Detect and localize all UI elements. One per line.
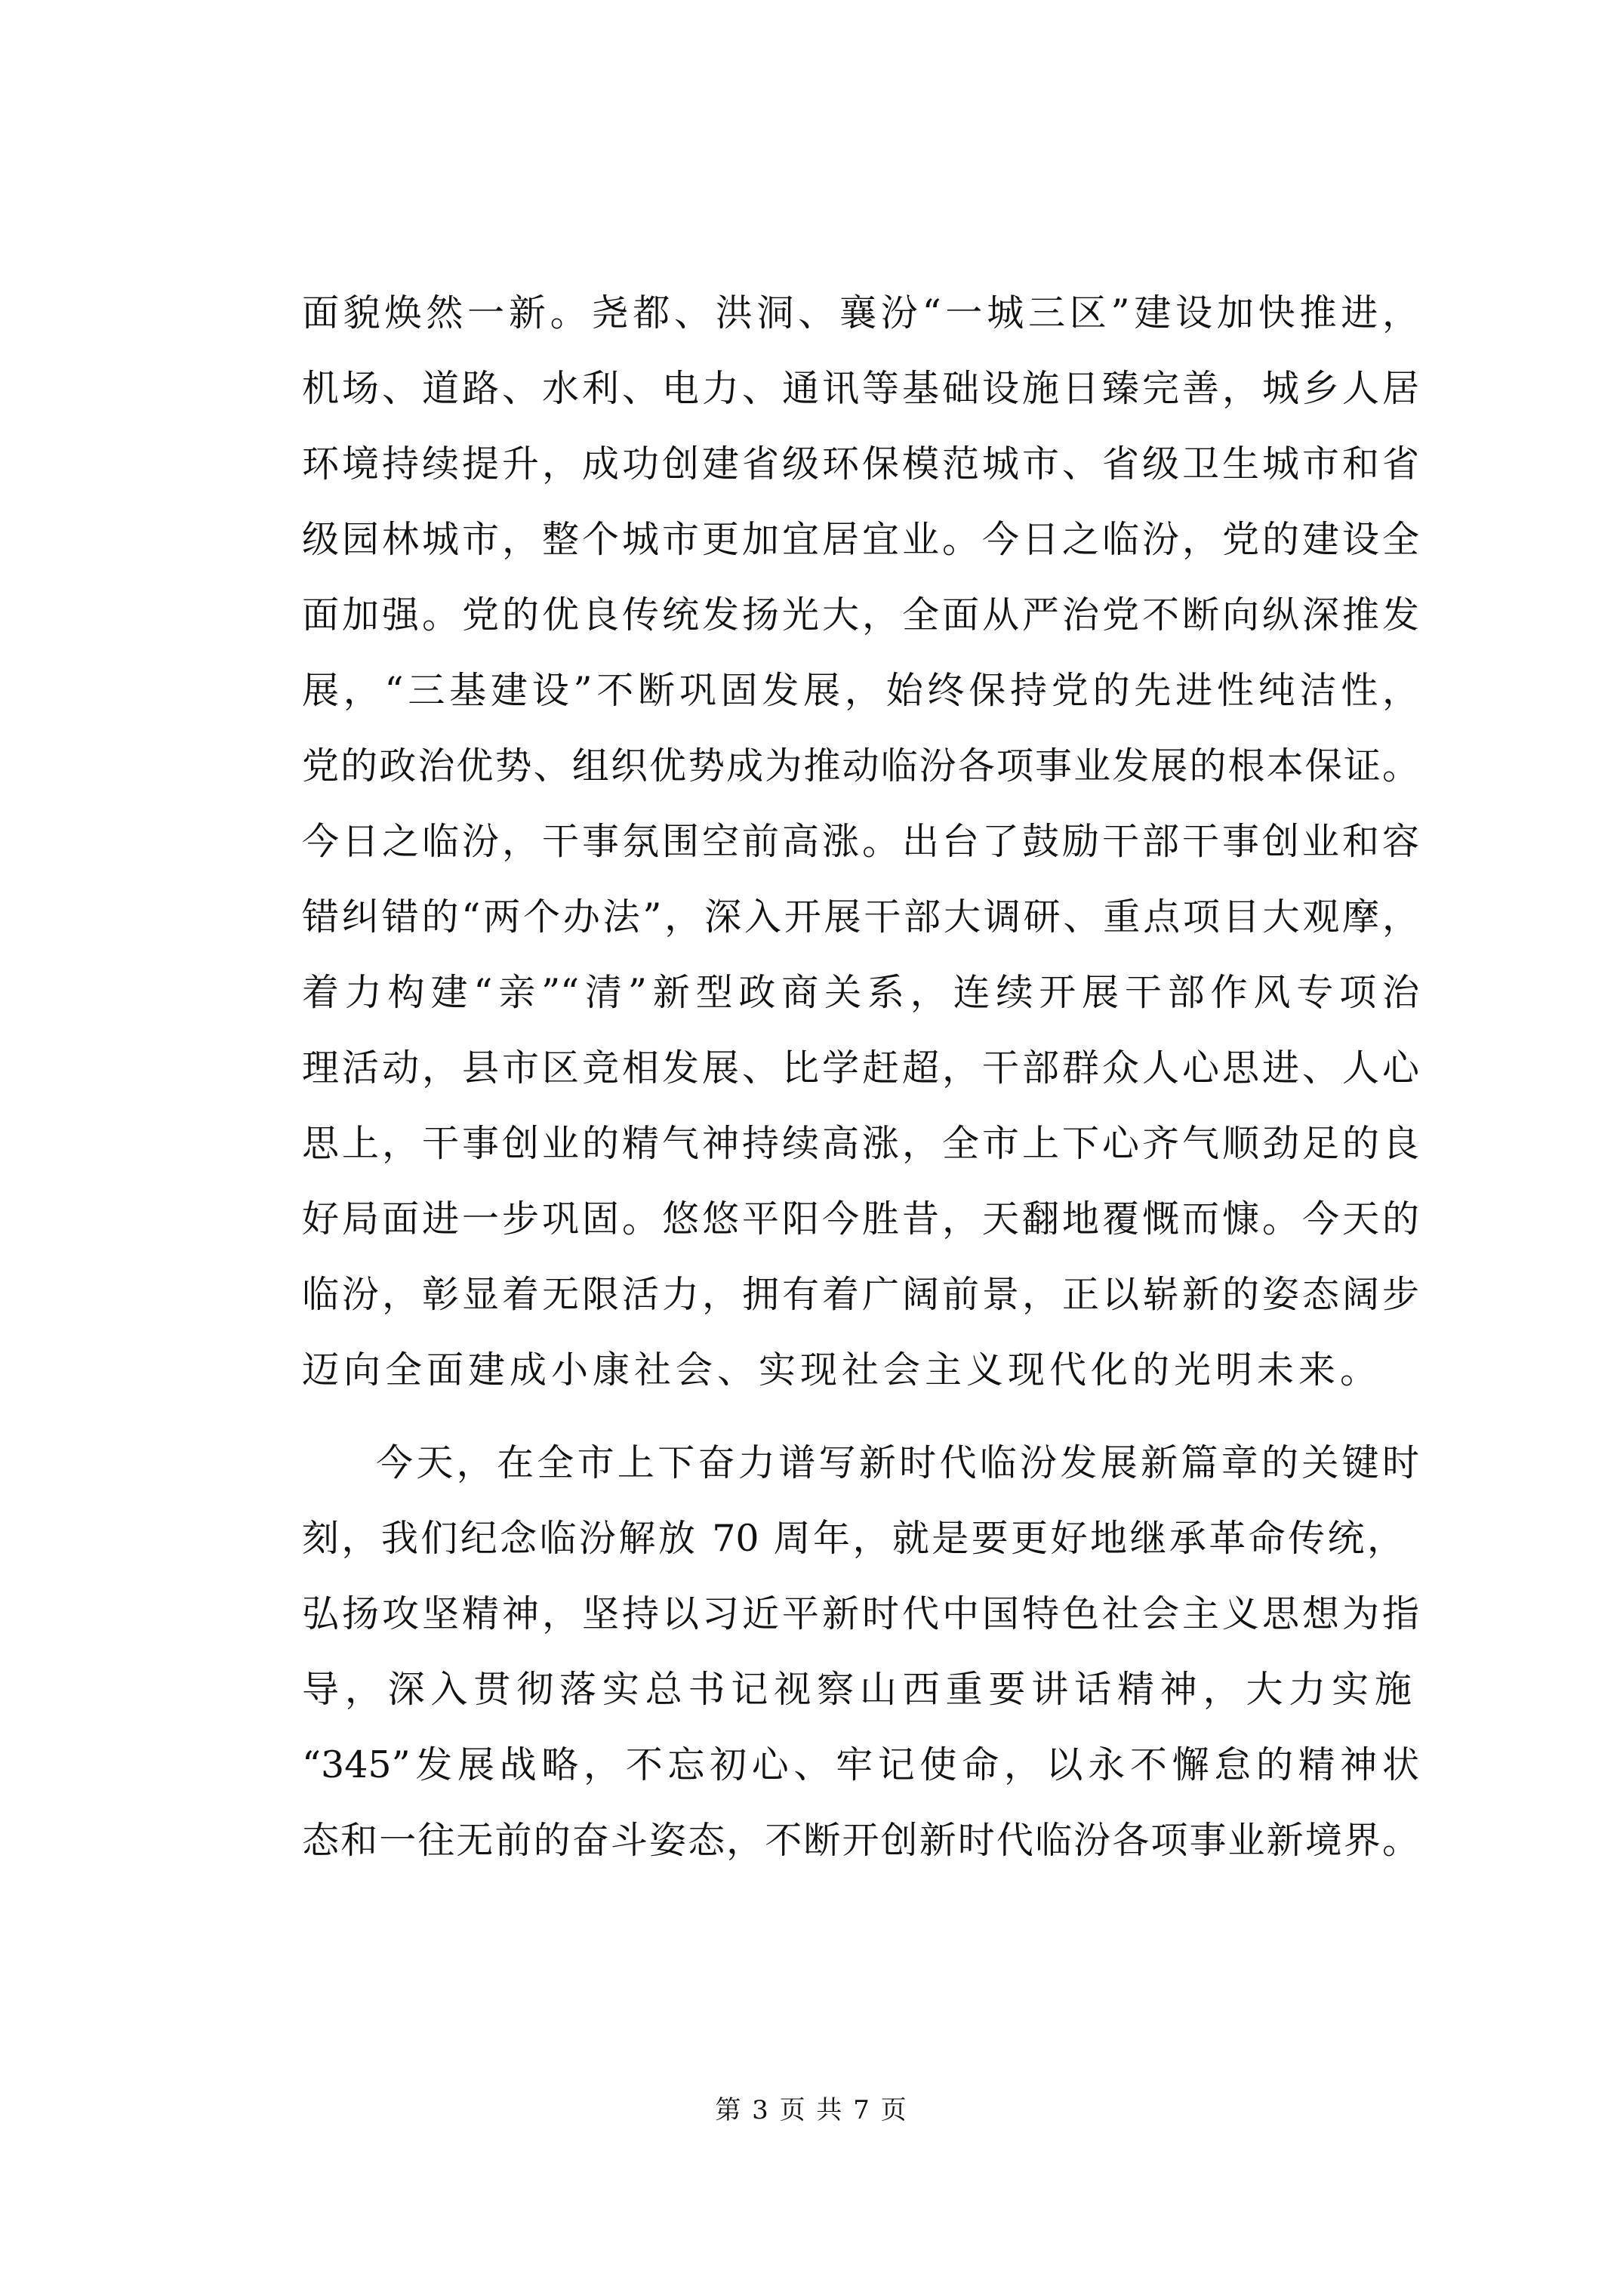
text-line: 思上，干事创业的精气神持续高涨，全市上下心齐气顺劲足的良 [302, 1122, 1419, 1165]
text-line: 着力构建“亲”“清”新型政商关系，连续开展干部作风专项治 [302, 971, 1419, 1014]
page-number-footer: 第 3 页 共 7 页 [715, 2095, 908, 2125]
text-line: 展，“三基建设”不断巩固发展，始终保持党的先进性纯洁性， [302, 669, 1419, 712]
text-line: 临汾，彰显着无限活力，拥有着广阔前景，正以崭新的姿态阔步 [302, 1273, 1419, 1316]
text-line: 环境持续提升，成功创建省级环保模范城市、省级卫生城市和省 [302, 442, 1419, 485]
text-line: 今日之临汾，干事氛围空前高涨。出台了鼓励干部干事创业和容 [302, 820, 1419, 863]
text-line: 迈向全面建成小康社会、实现社会主义现代化的光明未来。 [302, 1348, 1382, 1391]
text-line: 机场、道路、水利、电力、通讯等基础设施日臻完善，城乡人居 [302, 367, 1419, 410]
text-line: 理活动，县市区竞相发展、比学赶超，干部群众人心思进、人心 [302, 1046, 1419, 1089]
text-line: 弘扬攻坚精神，坚持以习近平新时代中国特色社会主义思想为指 [302, 1592, 1419, 1635]
text-line: 刻，我们纪念临汾解放 70 周年，就是要更好地继承革命传统， [302, 1517, 1404, 1560]
text-line: 导，深入贯彻落实总书记视察山西重要讲话精神，大力实施 [302, 1668, 1412, 1711]
text-line: “345”发展战略，不忘初心、牢记使命，以永不懈怠的精神状 [302, 1743, 1419, 1786]
text-line: 错纠错的“两个办法”，深入开展干部大调研、重点项目大观摩， [302, 895, 1419, 938]
text-line: 面貌焕然一新。尧都、洪洞、襄汾“一城三区”建设加快推进， [302, 291, 1419, 334]
text-line: 面加强。党的优良传统发扬光大，全面从严治党不断向纵深推发 [302, 593, 1419, 636]
text-line: 级园林城市，整个城市更加宜居宜业。今日之临汾，党的建设全 [302, 518, 1419, 561]
text-line: 好局面进一步巩固。悠悠平阳今胜昔，天翻地覆慨而慷。今天的 [302, 1197, 1419, 1240]
text-line: 态和一往无前的奋斗姿态，不断开创新时代临汾各项事业新境界。 [302, 1819, 1419, 1862]
paragraph-first-line: 今天，在全市上下奋力谱写新时代临汾发展新篇章的关键时 [376, 1441, 1419, 1484]
text-line: 党的政治优势、组织优势成为推动临汾各项事业发展的根本保证。 [302, 744, 1419, 787]
